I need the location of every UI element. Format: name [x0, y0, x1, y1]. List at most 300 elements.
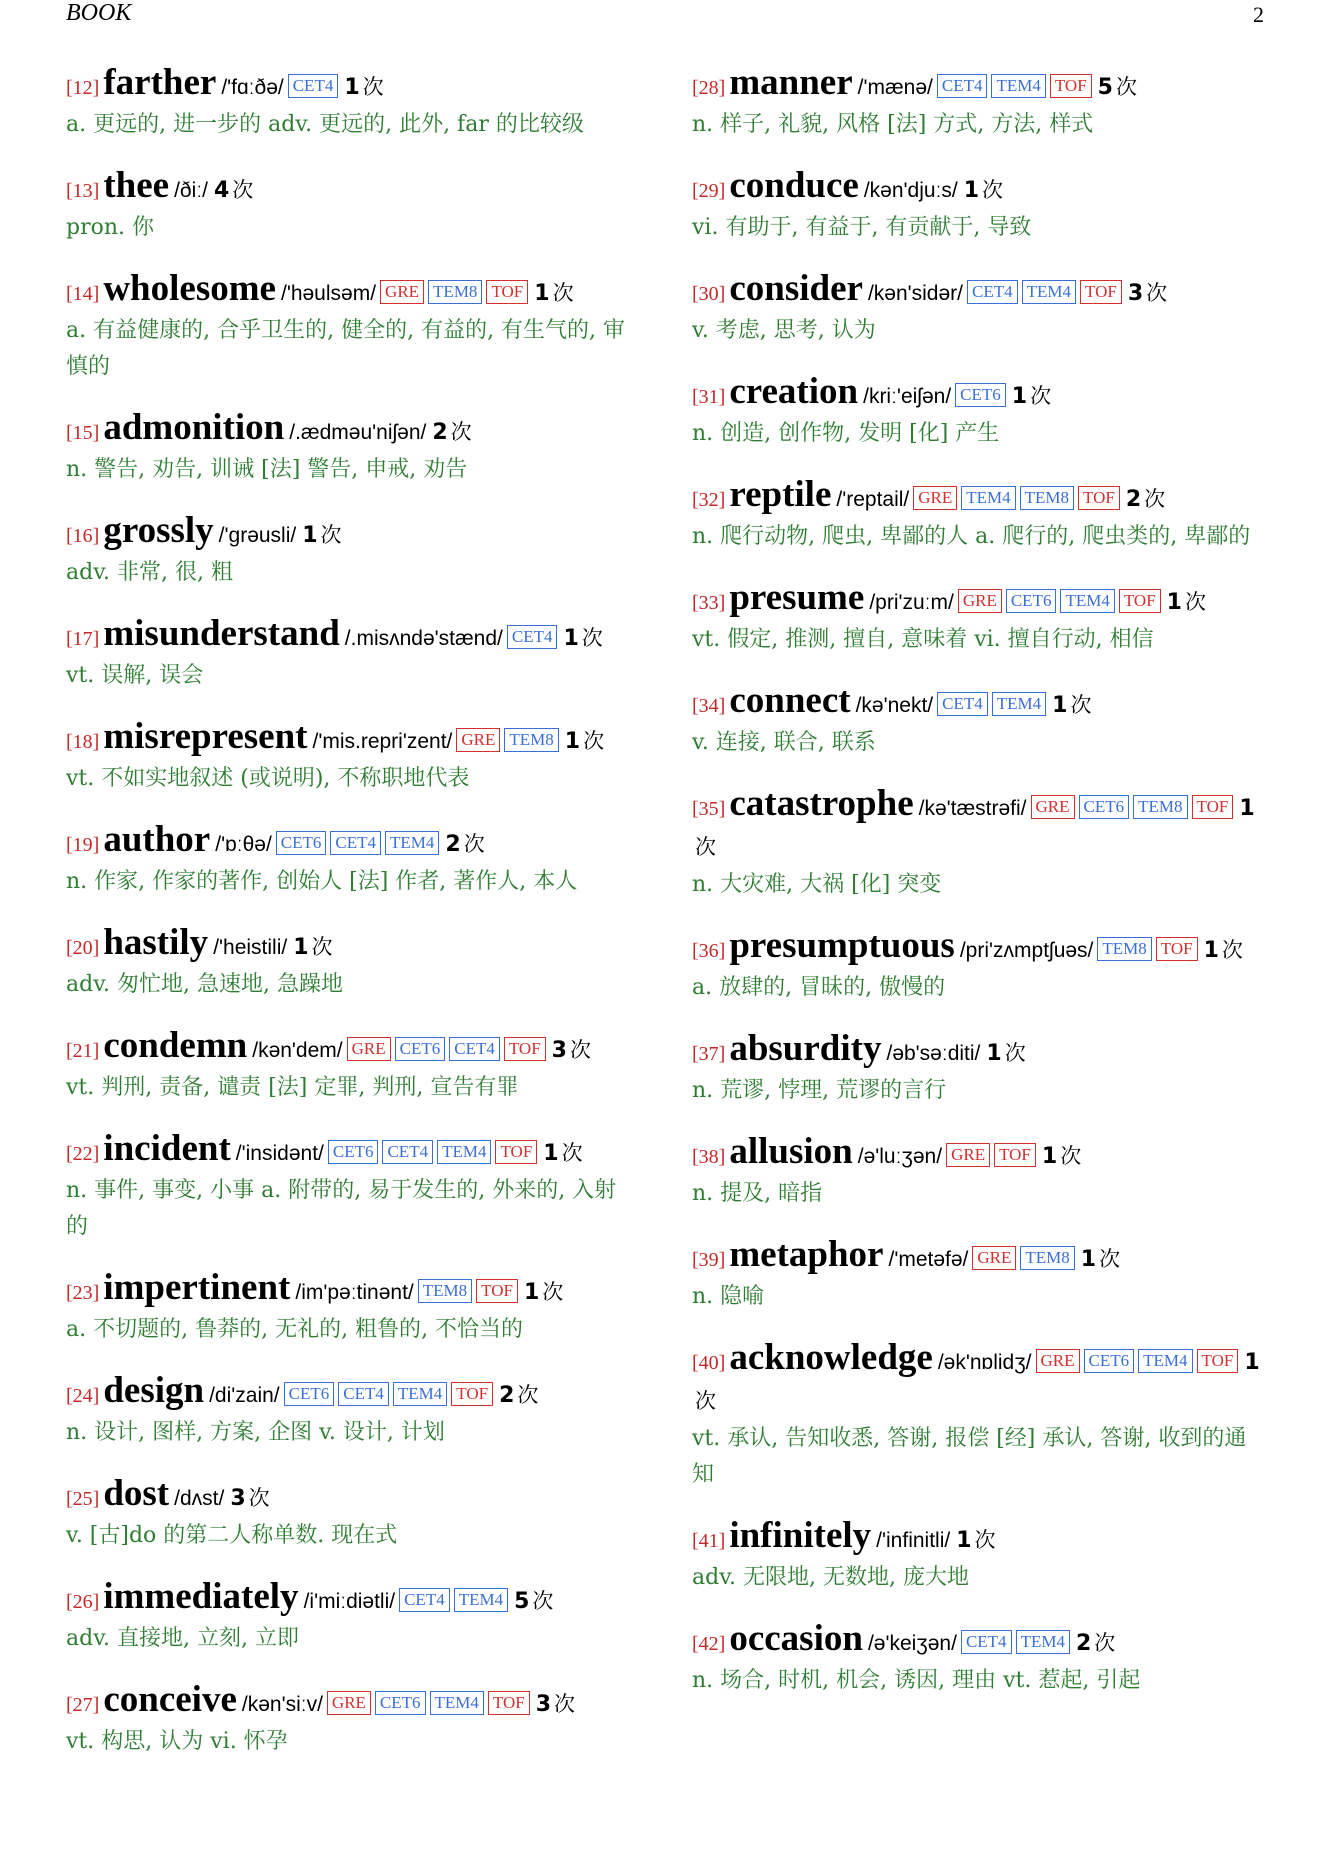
- entry-headline: [66, 512, 636, 555]
- vocab-entry: [66, 512, 636, 591]
- phonetic: /ə'luːʒən/: [857, 1145, 943, 1168]
- vocab-entry: [66, 1269, 636, 1348]
- vocab-entry: [66, 270, 636, 385]
- headword: design: [103, 1370, 205, 1411]
- definition: n. 设计, 图样, 方案, 企图 v. 设计, 计划: [66, 1420, 445, 1445]
- entry-number: [30]: [692, 283, 726, 305]
- frequency-count: 1: [1011, 384, 1028, 409]
- headword: immediately: [103, 1576, 299, 1617]
- frequency-count: 1: [1239, 796, 1255, 821]
- headword: presume: [729, 577, 865, 618]
- entry-headline: [66, 1130, 636, 1173]
- definition: n. 大灾难, 大祸 [化] 突变: [692, 872, 942, 897]
- frequency-unit: 次: [974, 1528, 996, 1552]
- exam-tag: GRE: [946, 1143, 990, 1167]
- frequency-unit: 次: [695, 835, 716, 859]
- frequency-count: 5: [514, 1589, 530, 1614]
- frequency-count: 1: [1080, 1247, 1097, 1272]
- entry-headline: [692, 373, 1262, 416]
- phonetic: /di'zain/: [209, 1384, 280, 1407]
- entry-number: [41]: [692, 1530, 726, 1552]
- definition: v. 连接, 联合, 联系: [692, 730, 876, 755]
- vocab-entry: [692, 682, 1262, 761]
- frequency-count: 1: [1244, 1350, 1260, 1375]
- entry-headline: [692, 476, 1262, 519]
- vocab-entry: [66, 1372, 636, 1451]
- frequency-count: 1: [293, 935, 309, 960]
- entry-number: [25]: [66, 1488, 100, 1510]
- phonetic: /'metəfə/: [888, 1248, 969, 1271]
- vocab-entry: [692, 64, 1262, 143]
- frequency-unit: 次: [1070, 693, 1092, 717]
- exam-tag: TOF: [1192, 795, 1234, 819]
- frequency-count: 2: [432, 420, 448, 445]
- entry-number: [33]: [692, 592, 726, 614]
- entry-number: [15]: [66, 422, 100, 444]
- definition: vt. 判刑, 责备, 谴责 [法] 定罪, 判刑, 宣告有罪: [66, 1075, 519, 1100]
- headword: hastily: [103, 922, 209, 963]
- frequency-unit: 次: [569, 1038, 591, 1062]
- entry-headline: [692, 682, 1262, 725]
- frequency-count: 1: [563, 626, 579, 651]
- headword: grossly: [103, 510, 214, 551]
- frequency-unit: 次: [463, 832, 485, 856]
- exam-tag: TOF: [1119, 589, 1161, 613]
- exam-tag: TOF: [476, 1279, 518, 1303]
- entry-headline: [692, 927, 1262, 970]
- definition: n. 提及, 暗指: [692, 1181, 823, 1206]
- definition: adv. 非常, 很, 粗: [66, 560, 233, 585]
- exam-tag: TEM8: [504, 728, 558, 752]
- entry-headline: [66, 1027, 636, 1070]
- headword: farther: [103, 62, 217, 103]
- exam-tag: TEM8: [1020, 1246, 1074, 1270]
- phonetic: /i'miːdiətli/: [303, 1590, 396, 1613]
- frequency-count: 2: [1075, 1631, 1092, 1656]
- vocab-entry: [66, 821, 636, 900]
- headword: connect: [729, 680, 851, 721]
- entry-number: [23]: [66, 1282, 100, 1304]
- entry-number: [39]: [692, 1249, 726, 1271]
- entry-number: [13]: [66, 180, 100, 202]
- entry-headline: [692, 270, 1262, 313]
- entry-number: [38]: [692, 1146, 726, 1168]
- entry-number: [31]: [692, 386, 726, 408]
- exam-tag: CET6: [1084, 1349, 1135, 1373]
- exam-tag: CET4: [937, 692, 988, 716]
- vocab-entry: [692, 270, 1262, 349]
- exam-tag: CET6: [955, 383, 1006, 407]
- headword: thee: [103, 165, 170, 206]
- headword: catastrophe: [729, 783, 914, 824]
- definition: n. 爬行动物, 爬虫, 卑鄙的人 a. 爬行的, 爬虫类的, 卑鄙的: [692, 524, 1251, 549]
- frequency-count: 2: [499, 1383, 515, 1408]
- frequency-count: 1: [344, 75, 360, 100]
- exam-tag: CET4: [338, 1382, 389, 1406]
- phonetic: /ək'nɒlidʒ/: [937, 1351, 1032, 1374]
- vocab-entry: [66, 1027, 636, 1106]
- definition: n. 创造, 创作物, 发明 [化] 产生: [692, 421, 1000, 446]
- vocab-entry: [692, 927, 1262, 1006]
- definition: vt. 构思, 认为 vi. 怀孕: [66, 1729, 288, 1754]
- phonetic: /ə'keiʒən/: [867, 1632, 957, 1655]
- exam-tag: CET6: [375, 1691, 426, 1715]
- headword: conceive: [103, 1679, 237, 1720]
- frequency-count: 2: [1125, 487, 1142, 512]
- vocab-entry: [66, 1475, 636, 1554]
- headword: admonition: [103, 407, 285, 448]
- frequency-unit: 次: [1094, 1631, 1116, 1655]
- definition: v. 考虑, 思考, 认为: [692, 318, 876, 343]
- entry-headline: [66, 1475, 636, 1518]
- frequency-count: 1: [956, 1528, 972, 1553]
- headword: occasion: [729, 1618, 863, 1659]
- entry-number: [40]: [692, 1352, 726, 1374]
- frequency-count: 3: [535, 1692, 552, 1717]
- entry-number: [21]: [66, 1040, 100, 1062]
- frequency-unit: 次: [320, 523, 342, 547]
- definition: a. 放肆的, 冒昧的, 傲慢的: [692, 975, 946, 1000]
- entry-headline: [66, 270, 636, 313]
- vocab-entry: [66, 924, 636, 1003]
- phonetic: /'insidənt/: [235, 1142, 324, 1165]
- exam-tag: TEM8: [1133, 795, 1187, 819]
- definition: n. 作家, 作家的著作, 创始人 [法] 作者, 著作人, 本人: [66, 869, 578, 894]
- phonetic: /.misʌndə'stænd/: [344, 627, 503, 650]
- entry-number: [35]: [692, 798, 726, 820]
- exam-tag: TEM8: [418, 1279, 472, 1303]
- entry-number: [20]: [66, 937, 100, 959]
- frequency-unit: 次: [1099, 1247, 1121, 1271]
- exam-tag: CET6: [328, 1140, 379, 1164]
- frequency-unit: 次: [1146, 281, 1168, 305]
- exam-tag: TEM4: [393, 1382, 447, 1406]
- phonetic: /'grəusli/: [218, 524, 297, 547]
- frequency-unit: 次: [1144, 487, 1166, 511]
- frequency-unit: 次: [581, 626, 603, 650]
- entry-headline: [692, 1517, 1262, 1560]
- entry-number: [28]: [692, 77, 726, 99]
- entry-number: [42]: [692, 1633, 726, 1655]
- phonetic: /kən'sidər/: [867, 282, 963, 305]
- entry-headline: [66, 409, 636, 452]
- vocab-entry: [66, 1130, 636, 1245]
- frequency-count: 1: [1041, 1144, 1058, 1169]
- exam-tag: TOF: [1050, 74, 1092, 98]
- phonetic: /kən'siːv/: [241, 1693, 323, 1716]
- vocab-entry: [692, 373, 1262, 452]
- vocab-entry: [66, 615, 636, 694]
- headword: creation: [729, 371, 859, 412]
- headword: dost: [103, 1473, 170, 1514]
- definition: adv. 匆忙地, 急速地, 急躁地: [66, 972, 343, 997]
- exam-tag: TOF: [1078, 486, 1120, 510]
- entry-headline: [692, 785, 1262, 867]
- exam-tag: TEM4: [430, 1691, 484, 1715]
- vocab-entry: [692, 476, 1262, 555]
- frequency-unit: 次: [1221, 938, 1243, 962]
- phonetic: /'infinitli/: [876, 1529, 951, 1552]
- headword: consider: [729, 268, 863, 309]
- exam-tag: GRE: [1036, 1349, 1080, 1373]
- exam-tag: TOF: [486, 280, 528, 304]
- exam-tag: TOF: [1156, 937, 1198, 961]
- frequency-unit: 次: [1060, 1144, 1082, 1168]
- phonetic: /kə'tæstrəfi/: [918, 797, 1027, 820]
- definition: a. 不切题的, 鲁莽的, 无礼的, 粗鲁的, 不恰当的: [66, 1317, 524, 1342]
- vocab-entry: [692, 167, 1262, 246]
- frequency-count: 1: [986, 1041, 1002, 1066]
- left-column: [66, 64, 636, 1844]
- entry-number: [14]: [66, 283, 100, 305]
- exam-tag: CET4: [937, 74, 988, 98]
- headword: manner: [729, 62, 853, 103]
- frequency-count: 1: [1052, 693, 1068, 718]
- definition: vt. 假定, 推测, 擅自, 意味着 vi. 擅自行动, 相信: [692, 627, 1154, 652]
- definition: vi. 有助于, 有益于, 有贡献于, 导致: [692, 215, 1032, 240]
- frequency-count: 1: [564, 729, 581, 754]
- exam-tag: CET4: [330, 831, 381, 855]
- phonetic: /əb'səːditi/: [886, 1042, 981, 1065]
- entry-number: [16]: [66, 525, 100, 547]
- entry-number: [37]: [692, 1043, 726, 1065]
- phonetic: /'heistili/: [213, 936, 288, 959]
- exam-tag: GRE: [456, 728, 500, 752]
- phonetic: /.ædməu'niʃən/: [289, 421, 427, 444]
- entry-headline: [66, 1578, 636, 1621]
- definition: n. 荒谬, 悖理, 荒谬的言行: [692, 1078, 947, 1103]
- exam-tag: TEM4: [1060, 589, 1114, 613]
- frequency-unit: 次: [450, 420, 472, 444]
- frequency-count: 3: [551, 1038, 567, 1063]
- exam-tag: TOF: [504, 1037, 546, 1061]
- frequency-count: 3: [230, 1486, 246, 1511]
- exam-tag: CET6: [276, 831, 327, 855]
- phonetic: /'həulsəm/: [280, 282, 377, 305]
- entry-number: [29]: [692, 180, 726, 202]
- definition: vt. 误解, 误会: [66, 663, 204, 688]
- exam-tag: CET4: [382, 1140, 433, 1164]
- exam-tag: TOF: [1080, 280, 1122, 304]
- exam-tag: TOF: [1197, 1349, 1239, 1373]
- entry-headline: [66, 615, 636, 658]
- definition: n. 事件, 事变, 小事 a. 附带的, 易于发生的, 外来的, 入射的: [66, 1178, 617, 1239]
- frequency-unit: 次: [552, 281, 574, 305]
- frequency-unit: 次: [542, 1280, 564, 1304]
- exam-tag: TEM4: [437, 1140, 491, 1164]
- phonetic: /'fɑːðə/: [221, 76, 284, 99]
- entry-headline: [66, 1372, 636, 1415]
- entry-number: [24]: [66, 1385, 100, 1407]
- frequency-unit: 次: [583, 729, 605, 753]
- vocab-entry: [692, 1517, 1262, 1596]
- phonetic: /kə'nekt/: [855, 694, 934, 717]
- exam-tag: TOF: [994, 1143, 1036, 1167]
- entry-headline: [66, 924, 636, 967]
- definition: v. [古]do 的第二人称单数. 现在式: [66, 1523, 398, 1548]
- exam-tag: TEM4: [454, 1588, 508, 1612]
- entry-headline: [692, 1339, 1262, 1421]
- entry-headline: [692, 1620, 1262, 1663]
- frequency-count: 1: [534, 281, 550, 306]
- frequency-unit: 次: [982, 178, 1004, 202]
- entry-headline: [66, 64, 636, 107]
- headword: allusion: [729, 1131, 853, 1172]
- frequency-count: 1: [543, 1141, 559, 1166]
- exam-tag: TOF: [451, 1382, 493, 1406]
- entry-number: [12]: [66, 77, 100, 99]
- exam-tag: TEM4: [1016, 1630, 1070, 1654]
- vocab-entry: [66, 409, 636, 488]
- frequency-unit: 次: [1115, 75, 1137, 99]
- headword: misunderstand: [103, 613, 340, 654]
- frequency-count: 4: [213, 178, 230, 203]
- phonetic: /dʌst/: [174, 1487, 225, 1510]
- right-column: [692, 64, 1262, 1844]
- exam-tag: GRE: [958, 589, 1002, 613]
- entry-number: [26]: [66, 1591, 100, 1613]
- frequency-unit: 次: [532, 1589, 554, 1613]
- vocab-entry: [692, 1339, 1262, 1493]
- frequency-unit: 次: [311, 935, 333, 959]
- phonetic: /'mis.repri'zent/: [312, 730, 453, 753]
- frequency-unit: 次: [695, 1389, 716, 1413]
- exam-tag: TEM4: [961, 486, 1015, 510]
- vocab-entry: [692, 579, 1262, 658]
- frequency-unit: 次: [554, 1692, 576, 1716]
- vocab-entry: [66, 1578, 636, 1657]
- exam-tag: TEM8: [1097, 937, 1151, 961]
- exam-tag: CET4: [507, 625, 558, 649]
- frequency-unit: 次: [248, 1486, 270, 1510]
- exam-tag: CET4: [399, 1588, 450, 1612]
- phonetic: /pri'zuːm/: [869, 591, 954, 614]
- entry-headline: [692, 167, 1262, 210]
- entry-number: [18]: [66, 731, 100, 753]
- definition: n. 隐喻: [692, 1284, 765, 1309]
- frequency-unit: 次: [1030, 384, 1052, 408]
- entry-headline: [692, 1133, 1262, 1176]
- headword: incident: [103, 1128, 231, 1169]
- headword: presumptuous: [729, 925, 955, 966]
- phonetic: /kən'djuːs/: [863, 179, 958, 202]
- headword: impertinent: [103, 1267, 291, 1308]
- frequency-count: 1: [963, 178, 980, 203]
- headword: absurdity: [729, 1028, 882, 1069]
- exam-tag: GRE: [347, 1037, 391, 1061]
- vocab-entry: [66, 718, 636, 797]
- definition: n. 样子, 礼貌, 风格 [法] 方式, 方法, 样式: [692, 112, 1094, 137]
- frequency-count: 1: [302, 523, 318, 548]
- exam-tag: CET6: [284, 1382, 335, 1406]
- vocab-entry: [692, 1133, 1262, 1212]
- headword: misrepresent: [103, 716, 308, 757]
- entry-headline: [692, 64, 1262, 107]
- exam-tag: GRE: [913, 486, 957, 510]
- frequency-count: 5: [1097, 75, 1113, 100]
- exam-tag: CET6: [1079, 795, 1130, 819]
- vocab-entry: [66, 167, 636, 246]
- vocab-entry: [692, 785, 1262, 903]
- headword: conduce: [729, 165, 859, 206]
- page-number: 2: [1253, 2, 1264, 27]
- headword: wholesome: [103, 268, 276, 309]
- definition: adv. 直接地, 立刻, 立即: [66, 1626, 299, 1651]
- entry-number: [17]: [66, 628, 100, 650]
- exam-tag: TEM8: [1020, 486, 1074, 510]
- exam-tag: TEM4: [991, 74, 1045, 98]
- headword: acknowledge: [729, 1337, 933, 1378]
- headword: infinitely: [729, 1515, 872, 1556]
- exam-tag: CET4: [288, 74, 339, 98]
- exam-tag: GRE: [327, 1691, 371, 1715]
- headword: author: [103, 819, 211, 860]
- exam-tag: TOF: [495, 1140, 537, 1164]
- frequency-unit: 次: [232, 178, 254, 202]
- exam-tag: GRE: [972, 1246, 1016, 1270]
- phonetic: /'ɒːθə/: [215, 833, 272, 856]
- exam-tag: TEM8: [428, 280, 482, 304]
- definition: vt. 不如实地叙述 (或说明), 不称职地代表: [66, 766, 470, 791]
- phonetic: /'reptail/: [836, 488, 910, 511]
- entry-headline: [692, 1030, 1262, 1073]
- definition: a. 更远的, 进一步的 adv. 更远的, 此外, far 的比较级: [66, 112, 584, 137]
- exam-tag: TOF: [488, 1691, 530, 1715]
- entry-headline: [692, 579, 1262, 622]
- definition: a. 有益健康的, 合乎卫生的, 健全的, 有益的, 有生气的, 审慎的: [66, 318, 626, 379]
- headword: reptile: [729, 474, 832, 515]
- vocab-entry: [692, 1030, 1262, 1109]
- phonetic: /kriː'eiʃən/: [863, 385, 952, 408]
- entry-number: [36]: [692, 940, 726, 962]
- definition: vt. 承认, 告知收悉, 答谢, 报偿 [经] 承认, 答谢, 收到的通知: [692, 1426, 1247, 1487]
- definition: pron. 你: [66, 215, 155, 240]
- frequency-count: 1: [1166, 590, 1182, 615]
- exam-tag: CET6: [395, 1037, 446, 1061]
- entry-headline: [66, 1681, 636, 1724]
- exam-tag: TEM4: [1138, 1349, 1192, 1373]
- definition: n. 警告, 劝告, 训诫 [法] 警告, 申戒, 劝告: [66, 457, 468, 482]
- exam-tag: GRE: [380, 280, 424, 304]
- headword: metaphor: [729, 1234, 884, 1275]
- vocab-entry: [66, 64, 636, 143]
- entry-headline: [66, 1269, 636, 1312]
- frequency-unit: 次: [1004, 1041, 1026, 1065]
- phonetic: /'mænə/: [857, 76, 933, 99]
- definition: adv. 无限地, 无数地, 庞大地: [692, 1565, 969, 1590]
- exam-tag: CET6: [1006, 589, 1057, 613]
- entry-number: [22]: [66, 1143, 100, 1165]
- exam-tag: GRE: [1031, 795, 1075, 819]
- headword: condemn: [103, 1025, 248, 1066]
- entry-number: [27]: [66, 1694, 100, 1716]
- vocabulary-columns: [66, 64, 1262, 1844]
- phonetic: /kən'dem/: [252, 1039, 343, 1062]
- frequency-count: 1: [1203, 938, 1219, 963]
- entry-headline: [66, 167, 636, 210]
- entry-headline: [692, 1236, 1262, 1279]
- phonetic: /ðiː/: [174, 179, 208, 202]
- exam-tag: CET4: [961, 1630, 1012, 1654]
- exam-tag: TEM4: [1022, 280, 1076, 304]
- frequency-count: 3: [1127, 281, 1144, 306]
- exam-tag: TEM4: [992, 692, 1046, 716]
- entry-number: [32]: [692, 489, 726, 511]
- exam-tag: TEM4: [385, 831, 439, 855]
- frequency-count: 1: [523, 1280, 540, 1305]
- phonetic: /im'pəːtinənt/: [295, 1281, 414, 1304]
- frequency-unit: 次: [1184, 590, 1206, 614]
